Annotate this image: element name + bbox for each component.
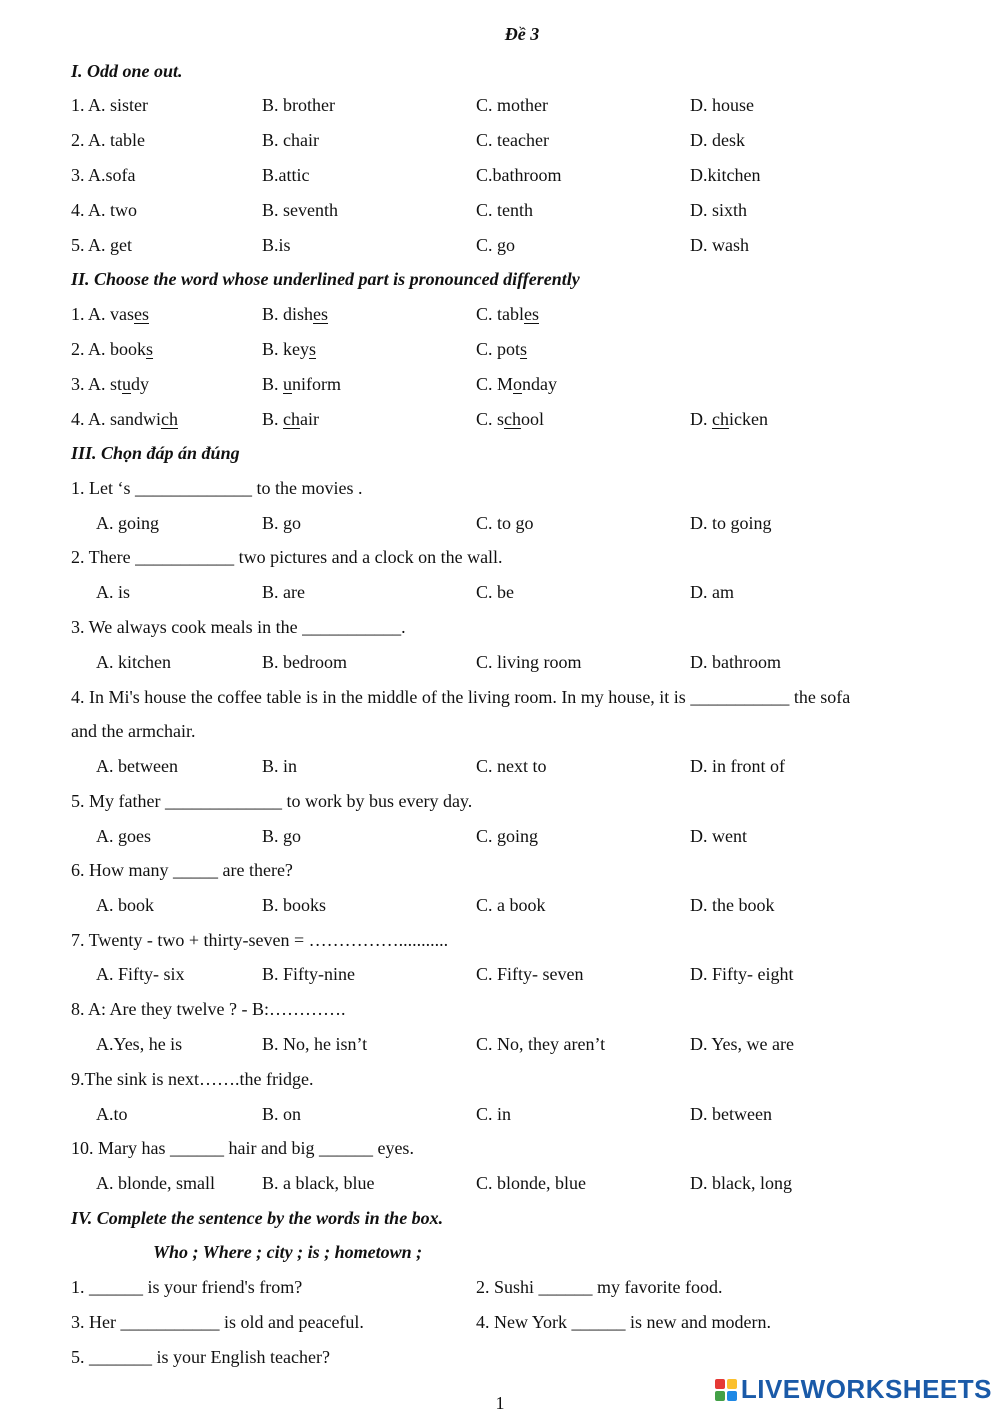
option-d: D. the book (690, 895, 775, 915)
option-c: C. in (476, 1104, 512, 1124)
question-4: 4. In Mi's house the coffee table is in the middle of the living room. In my house, it is ___________ the sofa (71, 687, 851, 707)
option-d: D. chicken (690, 409, 768, 429)
option-d: D. am (690, 582, 734, 602)
option-c: C. Monday (476, 374, 558, 394)
option-a: 2. A. books (71, 339, 154, 359)
option-b: B. seventh (262, 200, 338, 220)
option-c: C. Fifty- seven (476, 964, 584, 984)
option-d: D. to going (690, 513, 772, 533)
option-a: 3. A.sofa (71, 165, 136, 185)
option-a: 1. A. sister (71, 95, 149, 115)
option-c: C. teacher (476, 130, 549, 150)
option-a: A. Fifty- six (96, 964, 185, 984)
option-d: D. went (690, 826, 747, 846)
question-2: 2. There ___________ two pictures and a clock on the wall. (71, 547, 503, 567)
option-c: C. tenth (476, 200, 533, 220)
option-c: C. to go (476, 513, 534, 533)
question-6: 6. How many _____ are there? (71, 860, 293, 880)
question-9: 9.The sink is next…….the fridge. (71, 1069, 314, 1089)
logo-icon (715, 1379, 737, 1401)
sentence-2: 2. Sushi ______ my favorite food. (476, 1277, 723, 1297)
sentence-4: 4. New York ______ is new and modern. (476, 1312, 771, 1332)
sentence-3: 3. Her ___________ is old and peaceful. (71, 1312, 364, 1332)
section-4-heading: IV. Complete the sentence by the words in the box. (71, 1208, 444, 1228)
option-c: C.bathroom (476, 165, 562, 185)
option-b: B. uniform (262, 374, 342, 394)
option-d: D. Yes, we are (690, 1034, 794, 1054)
option-a: A. is (96, 582, 131, 602)
option-b: B. brother (262, 95, 335, 115)
option-c: C. next to (476, 756, 547, 776)
option-d: D. desk (690, 130, 745, 150)
page-title: Đề 3 (504, 24, 540, 44)
option-b: B. in (262, 756, 298, 776)
option-b: B. are (262, 582, 305, 602)
option-a: 2. A. table (71, 130, 145, 150)
option-c: C. living room (476, 652, 582, 672)
option-b: B. on (262, 1104, 302, 1124)
question-7: 7. Twenty - two + thirty-seven = ……………........... (71, 930, 449, 950)
option-b: B. books (262, 895, 327, 915)
option-d: D. wash (690, 235, 749, 255)
option-d: D. bathroom (690, 652, 781, 672)
option-a: A. book (96, 895, 154, 915)
option-d: D. black, long (690, 1173, 792, 1193)
option-b: B. Fifty-nine (262, 964, 355, 984)
question-4-continued: and the armchair. (71, 721, 196, 741)
option-c: C. going (476, 826, 539, 846)
option-d: D. Fifty- eight (690, 964, 794, 984)
liveworksheets-logo (715, 1374, 992, 1405)
sentence-5: 5. _______ is your English teacher? (71, 1347, 330, 1367)
question-10: 10. Mary has ______ hair and big ______ eyes. (71, 1138, 414, 1158)
option-a: A.Yes, he is (96, 1034, 183, 1054)
logo-square-green (715, 1391, 725, 1401)
option-b: B. a black, blue (262, 1173, 375, 1193)
word-box: Who ; Where ; city ; is ; hometown ; (153, 1242, 423, 1262)
option-a: A. kitchen (96, 652, 171, 672)
option-a: 4. A. two (71, 200, 138, 220)
option-c: C. tables (476, 304, 539, 324)
option-b: B. No, he isn’t (262, 1034, 368, 1054)
logo-square-red (715, 1379, 725, 1389)
option-c: C. go (476, 235, 516, 255)
option-c: C. school (476, 409, 545, 429)
option-c: C. a book (476, 895, 546, 915)
page-number: 1 (495, 1393, 505, 1413)
option-b: B. keys (262, 339, 317, 359)
option-d: D. between (690, 1104, 772, 1124)
sentence-1: 1. ______ is your friend's from? (71, 1277, 303, 1297)
option-b: B. bedroom (262, 652, 347, 672)
option-b: B. chair (262, 409, 319, 429)
option-d: D.kitchen (690, 165, 761, 185)
option-c: C. pots (476, 339, 528, 359)
option-a: 1. A. vases (71, 304, 149, 324)
option-a: A. goes (96, 826, 151, 846)
option-b: B. go (262, 513, 302, 533)
question-1: 1. Let ‘s _____________ to the movies . (71, 478, 363, 498)
option-c: C. blonde, blue (476, 1173, 586, 1193)
option-d: D. in front of (690, 756, 785, 776)
option-a: 5. A. get (71, 235, 132, 255)
option-c: C. be (476, 582, 514, 602)
section-1-heading: I. Odd one out. (71, 61, 183, 81)
option-b: B. chair (262, 130, 319, 150)
logo-square-yellow (727, 1379, 737, 1389)
option-a: A.to (96, 1104, 128, 1124)
question-3: 3. We always cook meals in the ___________. (71, 617, 406, 637)
option-d: D. house (690, 95, 754, 115)
option-c: C. mother (476, 95, 548, 115)
question-5: 5. My father _____________ to work by bus every day. (71, 791, 473, 811)
option-b: B.is (262, 235, 291, 255)
option-b: B. dishes (262, 304, 329, 324)
option-a: 3. A. study (71, 374, 150, 394)
section-2-heading: II. Choose the word whose underlined part is pronounced differently (71, 269, 580, 289)
question-8: 8. A: Are they twelve ? - B:…………. (71, 999, 346, 1019)
logo-square-blue (727, 1391, 737, 1401)
option-a: 4. A. sandwich (71, 409, 178, 429)
option-d: D. sixth (690, 200, 748, 220)
option-b: B. go (262, 826, 302, 846)
option-a: A. blonde, small (96, 1173, 215, 1193)
option-b: B.attic (262, 165, 310, 185)
section-3-heading: III. Chọn đáp án đúng (71, 443, 240, 463)
option-a: A. between (96, 756, 178, 776)
option-a: A. going (96, 513, 159, 533)
option-c: C. No, they aren’t (476, 1034, 606, 1054)
logo-text: LIVEWORKSHEETS (740, 1374, 992, 1404)
